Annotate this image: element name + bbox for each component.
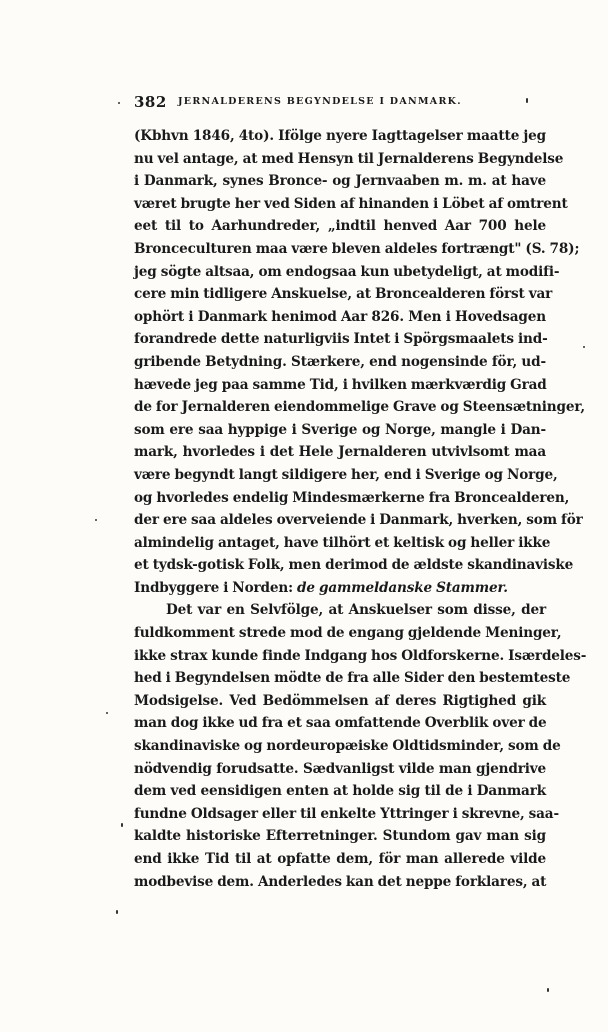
text-line: cere min tidligere Anskuelse, at Broncealderen först var <box>134 286 553 303</box>
margin-speck <box>95 519 97 521</box>
text-line: Bronceculturen maa være bleven aldeles fortrængt" (S. 78); <box>134 240 580 257</box>
text-line: modbevise dem. Anderledes kan det neppe forklares, at <box>134 873 547 890</box>
page-number: 382 <box>134 93 167 111</box>
text-line: man dog ikke ud fra et saa omfattende Overblik over de <box>134 715 547 732</box>
text-line: hævede jeg paa samme Tid, i hvilken mærkværdig Grad <box>134 376 547 393</box>
text-line: ikke strax kunde finde Indgang hos Oldforskerne. Isærdeles- <box>134 647 587 664</box>
text-line: Modsigelse. Ved Bedömmelsen af deres Rigtighed gik <box>134 692 546 709</box>
text-line: end ikke Tid til at opfatte dem, för man allerede vilde <box>134 851 546 867</box>
text-line: forandrede dette naturligviis Intet i Spörgsmaalets ind- <box>134 331 548 348</box>
text-line: hed i Begyndelsen mödte de fra alle Sider den bestemteste <box>134 670 571 687</box>
paragraph-1 <box>134 125 585 599</box>
text-line: nödvendig forudsatte. Sædvanligst vilde man gjendrive <box>134 760 546 777</box>
text-line: i Danmark, synes Bronce- og Jernvaaben m. m. at have <box>134 173 546 190</box>
text-emphasis: de gammeldanske Stammer. <box>297 579 508 596</box>
text-line: og hvorledes endelig Mindesmærkerne fra Broncealderen, <box>134 489 570 506</box>
text-line: gribende Betydning. Stærkere, end nogensinde för, ud- <box>134 353 546 370</box>
running-head <box>134 93 546 113</box>
text-line: mark, hvorledes i det Hele Jernalderen utvivlsomt maa <box>134 444 546 461</box>
margin-speck <box>526 98 528 103</box>
margin-speck <box>121 823 123 827</box>
text-line: fuldkomment strede mod de engang gjeldende Meninger, <box>134 625 562 642</box>
text-line-final <box>134 577 546 600</box>
margin-speck <box>547 988 549 992</box>
text-line: der ere saa aldeles overveiende i Danmark, hverken, som för <box>134 512 583 529</box>
text-plain: Indbyggere i Norden: <box>134 579 298 596</box>
text-line: jeg sögte altsaa, om endogsaa kun ubetydeligt, at modifi- <box>134 263 560 280</box>
margin-speck <box>106 712 108 714</box>
text-line: dem ved eensidigen enten at holde sig til de i Danmark <box>134 783 546 800</box>
text-line: været brugte her ved Siden af hinanden i Löbet af omtrent <box>134 195 568 212</box>
running-title: JERNALDERENS BEGYNDELSE I DANMARK. <box>178 96 462 107</box>
text-line: eet til to Aarhundreder, „indtil henved Aar 700 hele <box>134 218 546 235</box>
text-line: de for Jernalderen eiendommelige Grave og Steensætninger, <box>134 399 585 416</box>
text-line: ophört i Danmark henimod Aar 826. Men i Hovedsagen <box>134 308 546 325</box>
text-line: kaldte historiske Efterretninger. Stundom gav man sig <box>134 828 546 845</box>
text-line: som ere saa hyppige i Sverige og Norge, mangle i Dan- <box>134 421 546 438</box>
text-line-indented: Det var en Selvfölge, at Anskuelser som disse, der <box>166 602 546 619</box>
text-line: være begyndt langt sildigere her, end i Sverige og Norge, <box>134 466 558 483</box>
text-line: skandinaviske og nordeuropæiske Oldtidsminder, som de <box>134 738 561 755</box>
text-line: almindelig antaget, have tilhört et keltisk og heller ikke <box>134 534 551 551</box>
body-text <box>134 125 587 893</box>
paragraph-2 <box>134 599 587 893</box>
text-line: fundne Oldsager eller til enkelte Yttringer i skrevne, saa- <box>134 805 559 822</box>
margin-speck <box>116 910 118 914</box>
text-line: nu vel antage, at med Hensyn til Jernalderens Begyndelse <box>134 150 564 167</box>
margin-speck <box>118 102 120 104</box>
text-line: et tydsk-gotisk Folk, men derimod de ældste skandinaviske <box>134 557 574 574</box>
text-line: (Kbhvn 1846, 4to). Ifölge nyere Iagttagelser maatte jeg <box>134 128 546 144</box>
margin-speck <box>583 346 585 348</box>
